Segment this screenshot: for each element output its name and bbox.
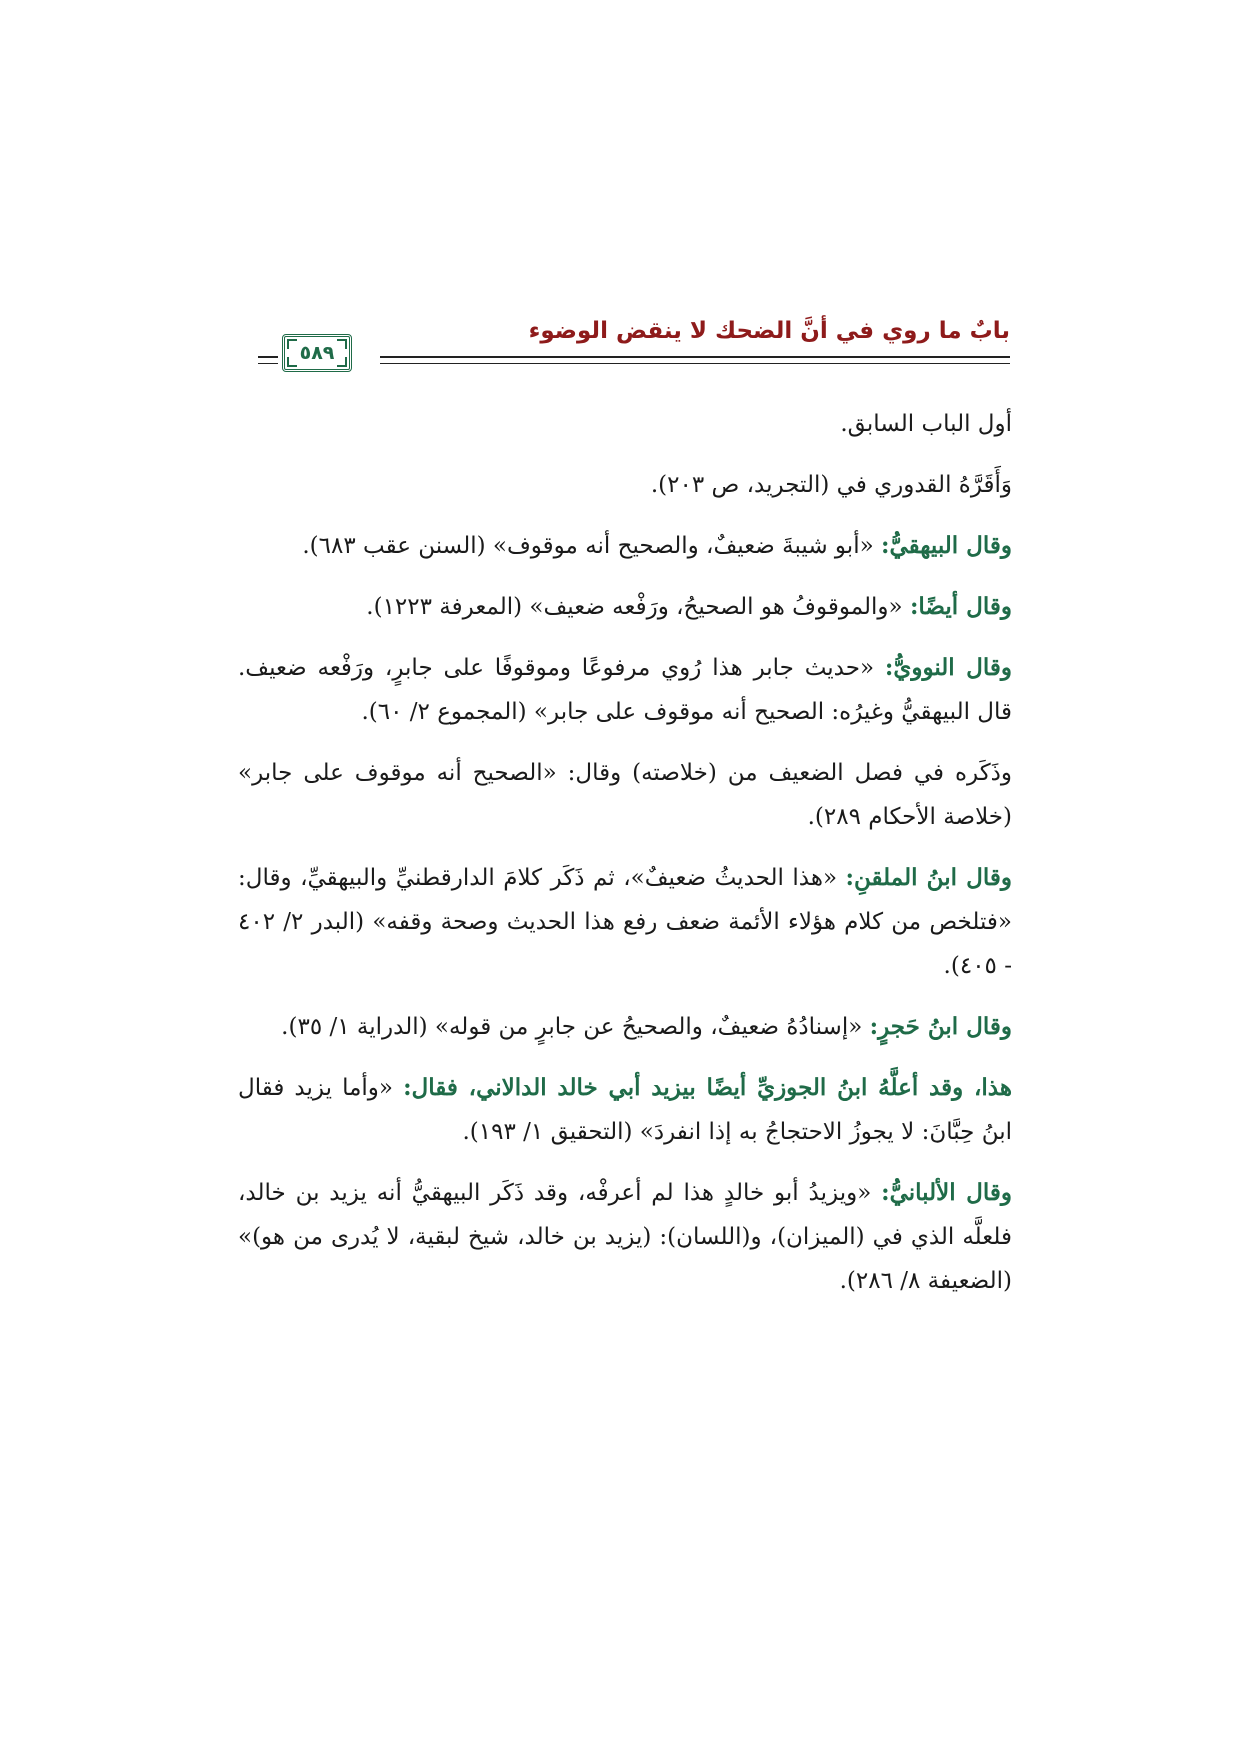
page-header [258,318,1010,378]
paragraph-text: «حديث جابر هذا رُوي مرفوعًا وموقوفًا على جابرٍ، ورَفْعه ضعيف. قال البيهقيُّ وغيرُه: الصحيح أنه موقوف على جابر» (المجموع ٢/ ٦٠). [238,655,1012,725]
paragraph-text: «والموقوفُ هو الصحيحُ، ورَفْعه ضعيف» (المعرفة ١٢٢٣). [366,594,910,620]
speaker-label: وقال ابنُ الملقنِ: [845,864,1012,891]
paragraph [238,402,1012,446]
ornament-corner [287,339,297,349]
page-number: ٥٨٩ [299,342,335,364]
ornament-corner [337,339,347,349]
speaker-label: وقال النوويُّ: [884,654,1012,681]
paragraph-text: وَأَقَرَّهُ القدوري في (التجريد، ص ٢٠٣). [650,472,1012,498]
body-text [238,402,1012,1320]
page-number-badge [282,334,352,372]
speaker-label: وقال ابنُ حَجرٍ: [869,1013,1012,1040]
paragraph-text: «هذا الحديثُ ضعيفٌ»، ثم ذَكَر كلامَ الدارقطنيِّ والبيهقيِّ، وقال: «فتلخص من كلام هؤلاء الأئمة ضعف رفع هذا الحديث وصحة وقفه» (البدر ٢/ ٤٠٢ - ٤٠٥). [238,865,1012,979]
ornament-corner [287,357,297,367]
speaker-label: وقال أيضًا: [909,593,1012,620]
header-rule-left-lower [258,363,278,364]
paragraph-text: «ويزيدُ أبو خالدٍ هذا لم أعرفْه، وقد ذَكَر البيهقيُّ أنه يزيد بن خالد، فلعلَّه الذي في (الميزان)، و(اللسان): (يزيد بن خالد، شيخ لبقية، لا يُدرى من هو)» (الضعيفة ٨/ ٢٨٦). [238,1180,1012,1294]
paragraph-text: «إسنادُهُ ضعيفٌ، والصحيحُ عن جابرٍ من قوله» (الدراية ١/ ٣٥). [281,1014,870,1040]
speaker-label: هذا، وقد أعلَّهُ ابنُ الجوزيِّ أيضًا بيزيد أبي خالد الدالاني، فقال: [403,1074,1012,1101]
paragraph-text: «وأما يزيد فقال ابنُ حِبَّانَ: لا يجوزُ الاحتجاجُ به إذا انفردَ» (التحقيق ١/ ١٩٣). [238,1075,1012,1145]
paragraph [238,585,1012,629]
paragraph [238,463,1012,507]
paragraph-text: وذَكَره في فصل الضعيف من (خلاصته) وقال: «الصحيح أنه موقوف على جابر» (خلاصة الأحكام ٢٨٩). [238,760,1012,830]
paragraph-text: أول الباب السابق. [840,411,1012,437]
header-rule-left-upper [258,356,278,358]
speaker-label: وقال الألبانيُّ: [881,1179,1012,1206]
paragraph [238,856,1012,988]
paragraph [238,524,1012,568]
speaker-label: وقال البيهقيُّ: [880,532,1012,559]
paragraph [238,751,1012,839]
paragraph [238,646,1012,734]
ornament-corner [337,357,347,367]
paragraph-text: «أبو شيبةَ ضعيفٌ، والصحيح أنه موقوف» (السنن عقب ٦٨٣). [302,533,881,559]
chapter-title: بابٌ ما روي في أنَّ الضحك لا ينقض الوضوء [528,318,1010,344]
header-rule-upper [380,356,1010,358]
paragraph [238,1005,1012,1049]
paragraph [238,1171,1012,1303]
header-rule-lower [380,363,1010,364]
paragraph [238,1066,1012,1154]
